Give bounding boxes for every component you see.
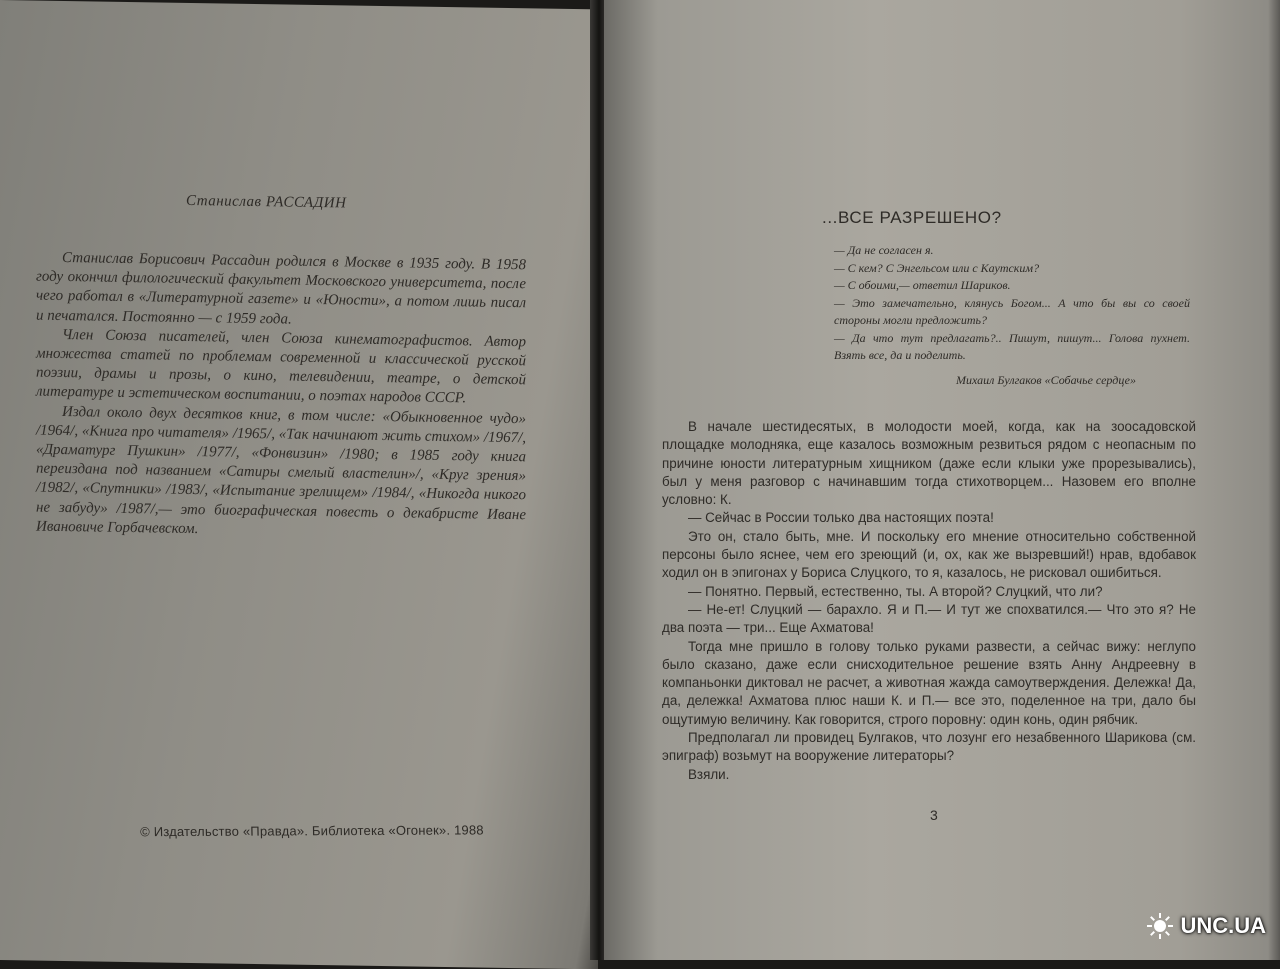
epigraph-line: — Это замечательно, клянусь Богом... А что бы вы со своей стороны могли предложить?	[834, 295, 1190, 327]
copyright-line: © Издательство «Правда». Библиотека «Огонек». 1988	[140, 822, 484, 840]
bio-paragraph: Издал около двух десятков книг, в том числе: «Обыкновенное чудо» /1964/, «Книга про читателя» /1965/, «Так начинают жить стихом» /1967/, «Драматург Пушкин» /1977/, «Фонвизин» /1980; в 1985 году книга переиздана под названием «Сатиры смелый властелин»/, «Круг зрения» /1982/, «Спутники» /1983/, «Испытание зрелищем» /1984/, «Никогда никого не забуду» /1987/,— это биографическая повесть о декабристе Иване Ивановиче Горбачевском.	[36, 403, 526, 537]
body-paragraph: — Не-ет! Слуцкий — барахло. Я и П.— И тут же спохватился.— Что это я? Не два поэта — три... Еще Ахматова!	[662, 601, 1196, 636]
chapter-title: ...ВСЕ РАЗРЕШЕНО?	[822, 208, 1002, 227]
body-paragraph: Тогда мне пришло в голову только руками развести, а сейчас вижу: неглупо было сказано, даже если снисходительное решение взять Анну Андреевну в компаньонки диктовал не расчет, а животная жажда самоутверждения. Дележка! Да, да, дележка! Ахматова плюс наши К. и П.— все это, поделенное на три, дало бы ощутимую величину. Как говорится, строго поровну: один конь, один рябчик.	[662, 638, 1196, 727]
body-paragraph: — Понятно. Первый, естественно, ты. А второй? Слуцкий, что ли?	[688, 583, 1103, 599]
bio-paragraph: Станислав Борисович Рассадин родился в Москве в 1935 году. В 1958 году окончил филологический факультет Московского университета, после чего работал в «Литературной газете» и «Юности», а потом лишь писал и печатался. Постоянно — с 1959 года.	[36, 249, 526, 328]
page-number: 3	[930, 807, 938, 823]
watermark	[1146, 912, 1266, 940]
body-paragraph: В начале шестидесятых, в молодости моей, когда, как на зоосадовской площадке молодняка, еще казалось возможным резвиться рядом с неопасным по причине юности литературным хищником (даже если клыки уже прорезывались), был у меня разговор с начинавшим тогда стихотворцем... Назовем его вполне условно: К.	[662, 419, 1196, 508]
epigraph-attribution: Михаил Булгаков «Собачье сердце»	[956, 373, 1136, 387]
epigraph-line: — С кем? С Энгельсом или с Каутским?	[834, 260, 1040, 275]
author-bio	[36, 249, 526, 545]
watermark-text: UNC.UA	[1180, 913, 1266, 938]
body-paragraph: — Сейчас в России только два настоящих поэта!	[688, 510, 994, 526]
epigraph-line: — Да что тут предлагать?.. Пишут, пишут... Голова пухнет. Взять все, да и поделить.	[834, 330, 1190, 362]
bio-paragraph: Член Союза писателей, член Союза кинематографистов. Автор множества статей по проблемам современной и классической русской поэзии, драмы и прозы, о кино, телевидении, театре, о детской литературе и эстетическом воспитании, о поэтах народов СССР.	[36, 326, 526, 407]
body-paragraph: Взяли.	[688, 766, 730, 782]
left-page	[0, 0, 598, 969]
epigraph-line: — Да не согласен я.	[834, 243, 934, 257]
body-paragraph: Это он, стало быть, мне. И поскольку его мнение относительно собственной персоны было яснее, чем его зреющий (и, ох, как же вызревший!) нрав, вдобавок ходил он в эпигонах у Бориса Слуцкого, то я, казалось, не рисковал ошибиться.	[662, 528, 1196, 581]
sun-logo-icon	[1146, 912, 1174, 940]
body-paragraph: Предполагал ли провидец Булгаков, что лозунг его незабвенного Шарикова (см. эпиграф) возьмут на вооружение литераторы?	[662, 730, 1196, 764]
epigraph-line: — С обоими,— ответил Шариков.	[834, 278, 1011, 292]
chapter-body	[662, 418, 1196, 784]
epigraph	[834, 242, 1190, 365]
author-heading: Станислав РАССАДИН	[186, 192, 347, 212]
